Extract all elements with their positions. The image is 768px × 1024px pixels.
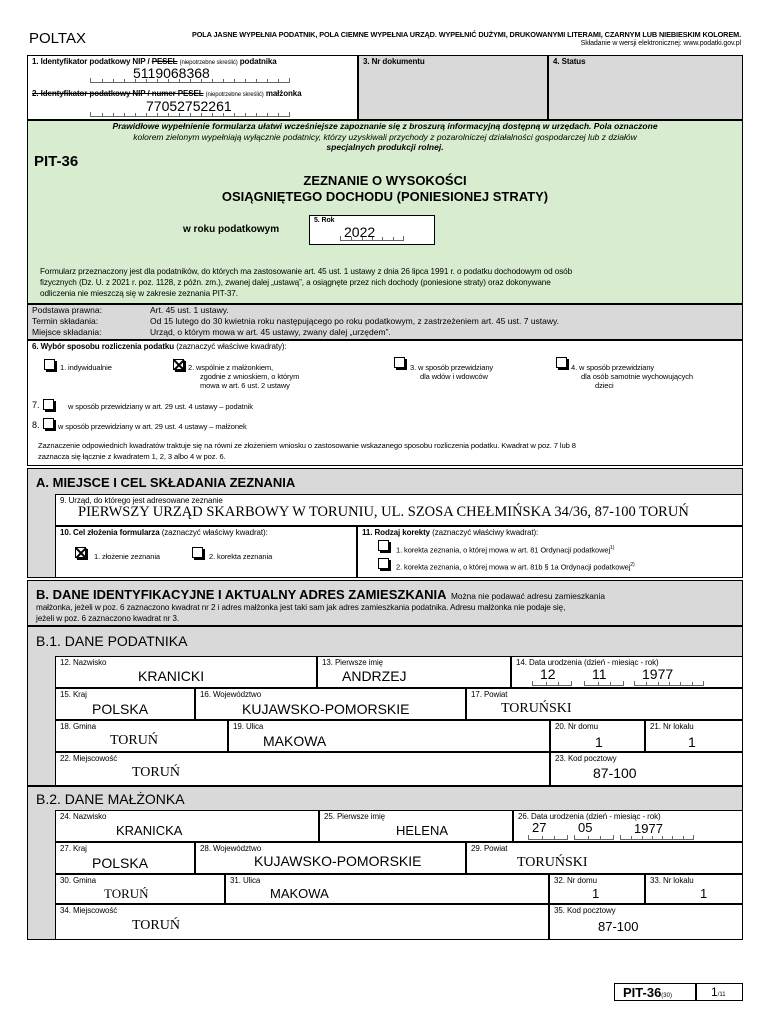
checkbox-correction[interactable]	[192, 547, 203, 558]
opt-widow-line-2: dla wdów i wdowców	[420, 372, 488, 381]
nip-tick-line	[90, 78, 290, 83]
digit-tick	[680, 682, 681, 685]
field-16-box	[195, 688, 466, 720]
digit-tick	[146, 79, 147, 82]
field-34-label: 34. Miejscowość	[60, 906, 118, 915]
checkbox-art29-spouse[interactable]	[43, 418, 54, 429]
year-label: w roku podatkowym	[183, 224, 280, 235]
b1-day-ticks	[532, 681, 572, 686]
field-22-box	[55, 752, 550, 786]
taxpayer-birth-month[interactable]: 11	[592, 666, 607, 682]
electronic-note: Składanie w wersji elektronicznej: www.podatki.gov.pl	[580, 40, 741, 47]
digit-tick	[212, 113, 213, 116]
spouse-country[interactable]: POLSKA	[92, 855, 149, 871]
digit-tick	[146, 113, 147, 116]
field-6-label: 6. Wybór sposobu rozliczenia podatku (zaznaczyć właściwe kwadraty):	[32, 342, 287, 351]
field-18-box	[55, 720, 228, 752]
field-33-box	[645, 874, 743, 904]
section-b-note-inline: Można nie podawać adresu zamieszkania	[450, 591, 605, 601]
spouse-birth-month[interactable]: 05	[578, 820, 593, 835]
field-10-box	[55, 526, 357, 578]
spouse-surname[interactable]: KRANICKA	[116, 823, 183, 838]
field-2-label: 2. Identyfikator podatkowy NIP / numer PESEL (niepotrzebne skreślić) małżonka	[32, 89, 302, 98]
section-b-title: B. DANE IDENTYFIKACYJNE I AKTUALNY ADRES ZAMIESZKANIA	[36, 587, 447, 602]
intro-line-2: kolorem zielonym wypełniają wyłącznie podatnicy, którzy uzyskiwali przychody z pozarolniczej działalności gospodarczej lub z działów	[133, 132, 637, 142]
spouse-birth-year[interactable]: 1977	[634, 821, 663, 836]
digit-tick	[542, 836, 543, 839]
field-12-box	[55, 656, 317, 688]
digit-tick	[683, 836, 684, 839]
digit-tick	[662, 836, 663, 839]
field-25-label: 25. Pierwsze imię	[324, 812, 385, 821]
opt-joint-line-2: zgodnie z wnioskiem, o którym	[200, 372, 300, 381]
digit-tick	[672, 836, 673, 839]
checkbox-correction-art81b[interactable]	[378, 558, 389, 569]
field-15-label: 15. Kraj	[60, 690, 87, 699]
opt-widow-line-1: 3. w sposób przewidziany	[410, 363, 494, 372]
field-12-label: 12. Nazwisko	[60, 658, 107, 667]
digit-tick	[124, 113, 125, 116]
digit-tick	[102, 79, 103, 82]
digit-tick	[372, 237, 373, 240]
field-14-box	[511, 656, 743, 688]
opt-single-parent-line-3: dzieci	[595, 381, 614, 390]
digit-tick	[179, 79, 180, 82]
section-b2-title: B.2. DANE MAŁŻONKA	[36, 791, 185, 807]
pesel-tick-line	[90, 112, 290, 117]
digit-tick	[692, 682, 693, 685]
field-26-label: 26. Data urodzenia (dzień - miesiąc - rok)	[518, 812, 661, 821]
place-label: Miejsce składania:	[32, 327, 102, 337]
digit-tick	[554, 836, 555, 839]
taxpayer-birth-year[interactable]: 1977	[642, 666, 674, 682]
taxpayer-first-name[interactable]: ANDRZEJ	[342, 668, 407, 684]
field-34-box	[55, 904, 549, 940]
field-3-box	[358, 55, 548, 120]
form-desc-1: Formularz przeznaczony jest dla podatników, do których ma zastosowanie art. 45 ust. 1 ustawy z dnia 26 lipca 1991 r. o podatku dochodowym od osób	[40, 267, 573, 276]
digit-tick	[658, 682, 659, 685]
taxpayer-city[interactable]: TORUŃ	[132, 765, 180, 780]
opt-7-label: w sposób przewidziany w art. 29 ust. 4 ustawy – podatnik	[68, 402, 253, 411]
field-23-label: 23. Kod pocztowy	[555, 754, 617, 763]
opt-correction-art81-label: 1. korekta zeznania, o której mowa w art. 81 Ordynacji podatkowej$^{1)}$	[396, 545, 615, 555]
opt-8-number: 8.	[32, 420, 40, 430]
opt-individual-label: 1. indywidualnie	[60, 363, 112, 372]
field-21-box	[645, 720, 743, 752]
page-header	[27, 28, 743, 56]
field-3-label: 3. Nr dokumentu	[363, 57, 425, 66]
opt-joint-line-1: 2. wspólnie z małżonkiem,	[188, 363, 274, 372]
term-label: Termin składania:	[32, 316, 99, 326]
field-32-label: 32. Nr domu	[554, 876, 597, 885]
digit-tick	[113, 79, 114, 82]
digit-tick	[646, 682, 647, 685]
field-4-label: 4. Status	[553, 57, 586, 66]
field-9-box	[55, 494, 743, 526]
digit-tick	[393, 237, 394, 240]
year-value[interactable]: 2022	[344, 224, 376, 240]
field-27-box	[55, 842, 195, 874]
field-4-box	[548, 55, 743, 120]
spouse-first-name[interactable]: HELENA	[396, 823, 449, 838]
form-code: PIT-36	[34, 153, 79, 170]
field-24-label: 24. Nazwisko	[60, 812, 107, 821]
field-35-box	[549, 904, 743, 940]
spouse-house-number[interactable]: 1	[592, 886, 600, 901]
digit-tick	[558, 682, 559, 685]
digit-tick	[267, 113, 268, 116]
spouse-commune[interactable]: TORUŃ	[104, 886, 149, 901]
section-a-title: A. MIEJSCE I CEL SKŁADANIA ZEZNANIA	[36, 475, 296, 490]
field-21-label: 21. Nr lokalu	[650, 722, 694, 731]
spouse-street[interactable]: MAKOWA	[270, 886, 329, 901]
field-31-box	[225, 874, 549, 904]
taxpayer-voivodeship[interactable]: KUJAWSKO-POMORSKIE	[242, 701, 410, 717]
pesel-spouse-value[interactable]: 77052752261	[146, 98, 232, 114]
digit-tick	[201, 113, 202, 116]
digit-tick	[190, 113, 191, 116]
digit-tick	[588, 836, 589, 839]
field-16-label: 16. Województwo	[200, 690, 262, 699]
digit-tick	[212, 79, 213, 82]
spouse-postal-code[interactable]: 87-100	[598, 919, 639, 934]
taxpayer-commune[interactable]: TORUŃ	[110, 733, 158, 748]
basis-value: Art. 45 ust. 1 ustawy.	[150, 305, 229, 315]
field-11-label: 11. Rodzaj korekty (zaznaczyć właściwy kwadrat):	[362, 528, 539, 537]
digit-tick	[135, 113, 136, 116]
fill-instruction: POLA JASNE WYPEŁNIA PODATNIK, POLA CIEMNE WYPEŁNIA URZĄD. WYPEŁNIĆ DUŻYMI, DRUKOWANYMI LITERAMI, CZARNYM LUB NIEBIESKIM KOLOREM.	[191, 30, 741, 39]
taxpayer-postal-code[interactable]: 87-100	[593, 765, 637, 781]
taxpayer-house-number[interactable]: 1	[595, 734, 603, 750]
field-17-box	[466, 688, 743, 720]
form-title-2: OSIĄGNIĘTEGO DOCHODU (PONIESIONEJ STRATY)	[221, 189, 549, 204]
b1-month-ticks	[584, 681, 624, 686]
field-24-box	[55, 810, 319, 842]
footer-form-code: PIT-36(30)	[623, 985, 672, 1000]
term-value: Od 15 lutego do 30 kwietnia roku następującego po roku podatkowym, z zastrzeżeniem art. 45 ust. 7 ustawy.	[150, 316, 560, 326]
digit-tick	[190, 79, 191, 82]
section-b-note-2: małżonka, jeżeli w poz. 6 zaznaczono kwadrat nr 2 i adres małżonka jest taki sam jak adres zamieszkania podatnika. Adresu małżonka nie podaje się,	[36, 603, 566, 612]
opt-submission-label: 1. złożenie zeznania	[94, 552, 160, 561]
field-17-label: 17. Powiat	[471, 690, 508, 699]
opt-single-parent-line-1: 4. w sposób przewidziany	[571, 363, 655, 372]
field-11-box	[357, 526, 743, 578]
form-desc-2: fizycznych (Dz. U. z 2021 r. poz. 1128, z późn. zm.), zwanej dalej „ustawą”, a osiągnęte przez nich dochody (poniesione straty) oraz dokonywane	[40, 278, 551, 287]
digit-tick	[124, 79, 125, 82]
spouse-voivodeship[interactable]: KUJAWSKO-POMORSKIE	[254, 853, 422, 869]
section-b-note-3: jeżeli w poz. 6 zaznaczono kwadrat nr 3.	[36, 614, 179, 623]
intro-line-3: specjalnych produkcji rolnej.	[326, 142, 444, 152]
field-13-label: 13. Pierwsze imię	[322, 658, 383, 667]
tax-office-value[interactable]: PIERWSZY URZĄD SKARBOWY W TORUNIU, UL. SZOSA CHEŁMIŃSKA 34/36, 87-100 TORUŃ	[78, 504, 689, 520]
digit-tick	[278, 113, 279, 116]
opt-correction-art81b-label: 2. korekta zeznania, o której mowa w art. 81b § 1a Ordynacji podatkowej$^{2)}$	[396, 562, 635, 572]
digit-tick	[234, 113, 235, 116]
b2-month-ticks	[574, 835, 614, 840]
place-value: Urząd, o którym mowa w art. 45 ustawy, zwany dalej „urzędem”.	[150, 327, 391, 337]
year-tick-line	[340, 236, 404, 241]
field-26-box	[513, 810, 743, 842]
digit-tick	[245, 113, 246, 116]
field-5-box	[309, 215, 435, 245]
field-9-label: 9. Urząd, do którego jest adresowane zeznanie	[60, 496, 223, 505]
taxpayer-county[interactable]: TORUŃSKI	[501, 701, 572, 716]
checkbox-submission[interactable]	[75, 547, 86, 558]
field-28-label: 28. Województwo	[200, 844, 262, 853]
digit-tick	[113, 113, 114, 116]
field-29-label: 29. Powiat	[471, 844, 508, 853]
taxpayer-street[interactable]: MAKOWA	[263, 733, 327, 749]
field-23-box	[550, 752, 743, 786]
field-1-2-box	[27, 55, 358, 120]
field-30-box	[55, 874, 225, 904]
poltax-label: POLTAX	[29, 30, 86, 47]
field-20-box	[550, 720, 645, 752]
nip-taxpayer-value[interactable]: 5119068368	[133, 65, 210, 81]
field-19-label: 19. Ulica	[233, 722, 264, 731]
basis-label: Podstawa prawna:	[32, 305, 102, 315]
section-b-title-line	[36, 586, 605, 604]
digit-tick	[102, 113, 103, 116]
section-b1-title: B.1. DANE PODATNIKA	[36, 633, 188, 649]
digit-tick	[234, 79, 235, 82]
taxpayer-birth-day[interactable]: 12	[540, 666, 556, 682]
intro-line-1: Prawidłowe wypełnienie formularza ułatwi wcześniejsze zapoznanie się z broszurą informacyjną dostępną w urzędach. Pola oznaczone	[112, 121, 658, 131]
digit-tick	[631, 836, 632, 839]
digit-tick	[610, 682, 611, 685]
field-27-label: 27. Kraj	[60, 844, 87, 853]
digit-tick	[201, 79, 202, 82]
form-title-block	[27, 120, 743, 304]
field-29-box	[466, 842, 743, 874]
digit-tick	[245, 79, 246, 82]
field-35-label: 35. Kod pocztowy	[554, 906, 616, 915]
digit-tick	[546, 682, 547, 685]
digit-tick	[157, 79, 158, 82]
digit-tick	[168, 79, 169, 82]
field-1-label: 1. Identyfikator podatkowy NIP / PESEL (niepotrzebne skreślić) podatnika	[32, 57, 277, 66]
opt-single-parent-line-2: dla osób samotnie wychowujących	[581, 372, 693, 381]
digit-tick	[223, 79, 224, 82]
taxpayer-surname[interactable]: KRANICKI	[138, 668, 205, 684]
field-14-label: 14. Data urodzenia (dzień - miesiąc - rok)	[516, 658, 659, 667]
field-28-box	[195, 842, 466, 874]
field-22-label: 22. Miejscowość	[60, 754, 118, 763]
b2-day-ticks	[528, 835, 568, 840]
field-6-block	[27, 340, 743, 466]
digit-tick	[600, 836, 601, 839]
section-b-header	[27, 580, 743, 626]
field-5-label: 5. Rok	[314, 217, 335, 224]
digit-tick	[669, 682, 670, 685]
digit-tick	[598, 682, 599, 685]
f6-note-1: Zaznaczenie odpowiednich kwadratów traktuje się na równi ze złożeniem wniosku o zastosowanie wskazanego sposobu rozliczenia podatku. Kwadrat w poz. 7 lub 8	[38, 441, 576, 450]
digit-tick	[223, 113, 224, 116]
f6-note-2: zaznacza się łącznie z kwadratem 1, 2, 3 albo 4 w poz. 6.	[38, 452, 226, 461]
checkbox-art29-taxpayer[interactable]	[43, 399, 54, 410]
b2-year-ticks	[620, 835, 694, 840]
field-13-box	[317, 656, 511, 688]
checkbox-individual[interactable]	[44, 359, 55, 370]
field-19-box	[228, 720, 550, 752]
digit-tick	[135, 79, 136, 82]
digit-tick	[362, 237, 363, 240]
digit-tick	[652, 836, 653, 839]
footer-form-code-box	[614, 983, 696, 1001]
opt-7-number: 7.	[32, 400, 40, 410]
footer-page-box	[696, 983, 743, 1001]
field-20-label: 20. Nr domu	[555, 722, 598, 731]
opt-correction-label: 2. korekta zeznania	[209, 552, 273, 561]
field-25-box	[319, 810, 513, 842]
spouse-city[interactable]: TORUŃ	[132, 918, 180, 933]
footer-page-number: 1/11	[711, 985, 726, 999]
field-32-box	[549, 874, 645, 904]
digit-tick	[179, 113, 180, 116]
checkbox-single-parent[interactable]	[556, 357, 567, 368]
digit-tick	[256, 113, 257, 116]
spouse-birth-day[interactable]: 27	[532, 820, 547, 835]
opt-8-label: w sposób przewidziany w art. 29 ust. 4 ustawy – małżonek	[58, 422, 247, 431]
checkbox-correction-art81[interactable]	[378, 540, 389, 551]
form-desc-3: odliczenia nie mieszczą się w zakresie zeznania PIT-37.	[40, 289, 238, 298]
field-31-label: 31. Ulica	[230, 876, 261, 885]
field-33-label: 33. Nr lokalu	[650, 876, 694, 885]
spouse-county[interactable]: TORUŃSKI	[517, 855, 588, 870]
spouse-flat-number[interactable]: 1	[700, 886, 708, 901]
field-10-label: 10. Cel złożenia formularza (zaznaczyć właściwy kwadrat):	[60, 528, 268, 537]
form-title-1: ZEZNANIE O WYSOKOŚCI	[303, 173, 467, 188]
digit-tick	[256, 79, 257, 82]
digit-tick	[382, 237, 383, 240]
digit-tick	[157, 113, 158, 116]
b1-year-ticks	[634, 681, 704, 686]
digit-tick	[278, 79, 279, 82]
field-30-label: 30. Gmina	[60, 876, 97, 885]
legal-block	[27, 304, 743, 340]
digit-tick	[267, 79, 268, 82]
taxpayer-country[interactable]: POLSKA	[92, 701, 149, 717]
taxpayer-flat-number[interactable]: 1	[688, 734, 696, 750]
digit-tick	[168, 113, 169, 116]
opt-joint-line-3: mowa w art. 6 ust. 2 ustawy	[200, 381, 290, 390]
digit-tick	[351, 237, 352, 240]
checkbox-widow[interactable]	[394, 357, 405, 368]
field-15-box	[55, 688, 195, 720]
field-18-label: 18. Gmina	[60, 722, 97, 731]
digit-tick	[642, 836, 643, 839]
checkbox-joint[interactable]	[173, 359, 184, 370]
